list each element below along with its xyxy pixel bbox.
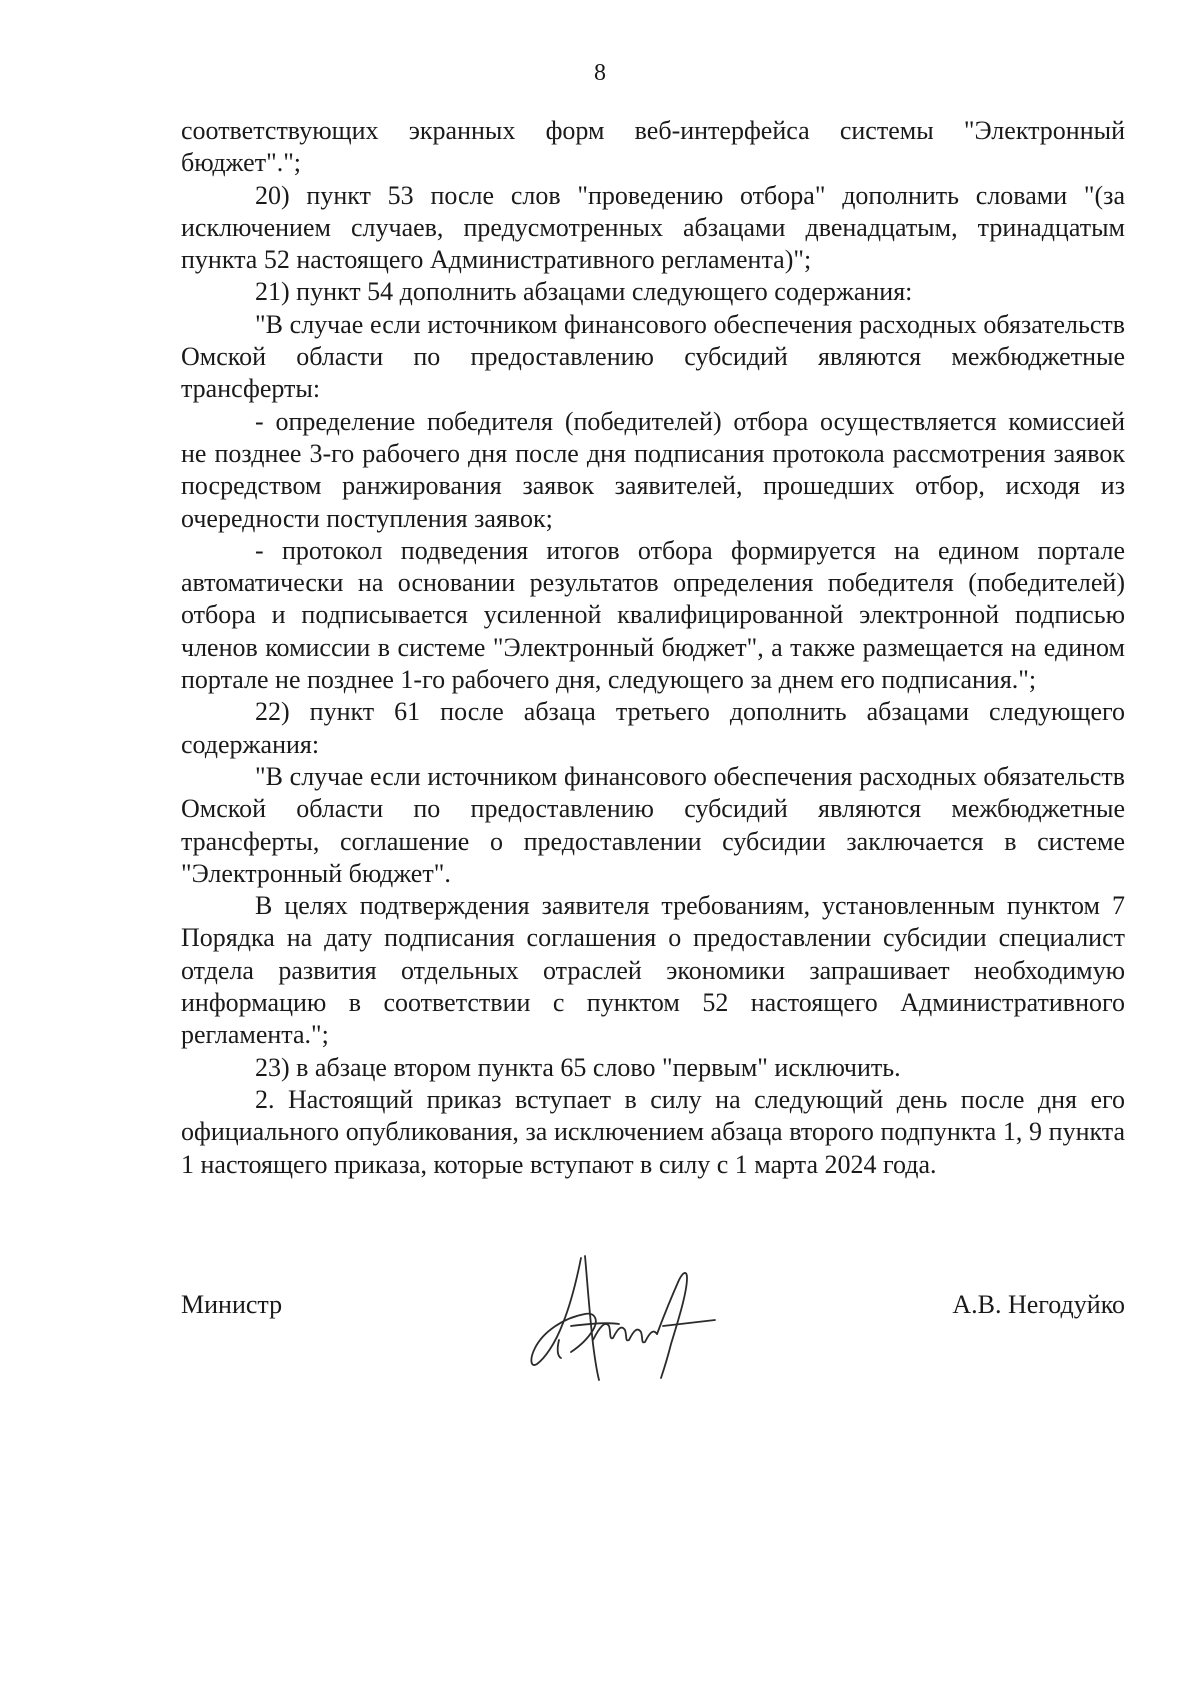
paragraph-dash-winner-determination: - определение победителя (победителей) отбора осуществляется комиссией не позднее 3-го рабочего дня после дня подписания протокола рассмотрения заявок посредством ранжирования заявок заявителей, прошедших отбор, исходя из очередности поступления заявок; bbox=[181, 406, 1125, 533]
document-body bbox=[181, 115, 1125, 1181]
paragraph-item-23: 23) в абзаце втором пункта 65 слово "первым" исключить. bbox=[255, 1052, 901, 1082]
paragraph-quote-interbudget-transfers: "В случае если источником финансового обеспечения расходных обязательств Омской области по предоставлению субсидий являются межбюджетные трансферты: bbox=[181, 309, 1125, 404]
paragraph-item-22: 22) пункт 61 после абзаца третьего дополнить абзацами следующего содержания: bbox=[181, 697, 1125, 759]
signatory-role: Министр bbox=[181, 1290, 283, 1319]
paragraph-confirmation-requirements: В целях подтверждения заявителя требованиям, установленным пунктом 7 Порядка на дату подписания соглашения о предоставлении субсидии специалист отдела развития отдельных отраслей экономики запрашивает необходимую информацию в соответствии с пунктом 52 настоящего Административного регламента."; bbox=[181, 891, 1125, 1050]
paragraph-quote-agreement: "В случае если источником финансового обеспечения расходных обязательств Омской области по предоставлению субсидий являются межбюджетные трансферты, соглашение о предоставлении субсидии заключается в системе "Электронный бюджет". bbox=[181, 761, 1125, 888]
handwritten-signature bbox=[511, 1248, 731, 1388]
paragraph-continuation: соответствующих экранных форм веб-интерфейса системы "Электронный бюджет"."; bbox=[181, 116, 1125, 178]
paragraph-dash-protocol: - протокол подведения итогов отбора формируется на едином портале автоматически на основании результатов определения победителя (победителей) отбора и подписывается усиленной квалифицированной электронной подписью членов комиссии в системе "Электронный бюджет", а также размещается на едином портале не позднее 1-го рабочего дня, следующего за днем его подписания."; bbox=[181, 535, 1125, 695]
paragraph-item-21: 21) пункт 54 дополнить абзацами следующего содержания: bbox=[255, 277, 913, 307]
signatory-name: А.В. Негодуйко bbox=[952, 1290, 1125, 1319]
page-number: 8 bbox=[594, 60, 606, 86]
paragraph-item-20: 20) пункт 53 после слов "проведению отбора" дополнить словами "(за исключением случаев, предусмотренных абзацами двенадцатым, тринадцатым пункта 52 настоящего Административного регламента)"; bbox=[181, 180, 1125, 275]
signature-block bbox=[181, 1270, 1125, 1390]
paragraph-effective-date: 2. Настоящий приказ вступает в силу на следующий день после дня его официального опубликования, за исключением абзаца второго подпункта 1, 9 пункта 1 настоящего приказа, которые вступают в силу с 1 марта 2024 года. bbox=[181, 1084, 1125, 1179]
